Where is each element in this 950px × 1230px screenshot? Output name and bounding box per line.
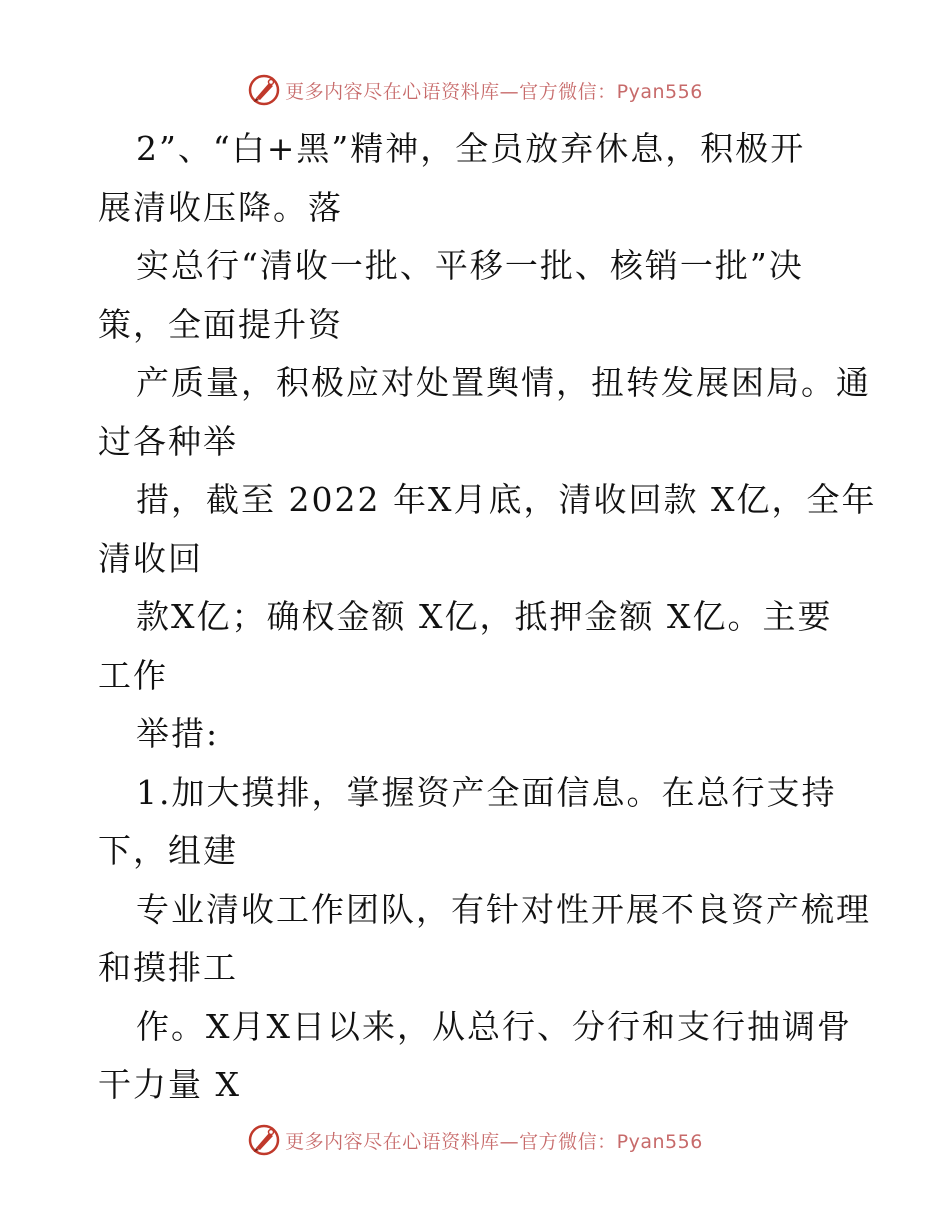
text-line: 干力量 X [98,1065,241,1104]
text-line: 作。X月X日以来，从总行、分行和支行抽调骨 [136,1006,852,1046]
text-line: 下，组建 [98,831,238,870]
text-line: 清收回 [98,538,203,578]
pen-logo-icon [247,73,281,107]
header-watermark-text: 更多内容尽在心语资料库—官方微信：Pyan556 [285,80,703,103]
text-line: 产质量，积极应对处置舆情，扭转发展困局。通 [136,363,871,402]
text-line: 举措: [136,714,220,753]
text-line: 专业清收工作团队，有针对性开展不良资产梳理 [136,889,871,929]
text-line: 1.加大摸排，掌握资产全面信息。在总行支持 [136,772,837,812]
document-body [98,120,898,1115]
text-line: 工作 [98,655,168,695]
text-line: 过各种举 [98,421,238,461]
text-line: 措，截至 2022 年X月底，清收回款 X亿，全年 [136,480,877,519]
text-line: 2”、“白+黑”精神，全员放弃休息，积极开 [136,129,806,168]
header-watermark [0,70,950,110]
footer-watermark-text: 更多内容尽在心语资料库—官方微信：Pyan556 [285,1130,703,1153]
footer-watermark [0,1120,950,1160]
text-line: 展清收压降。落 [98,187,343,227]
text-line: 和摸排工 [98,948,238,987]
text-line: 策，全面提升资 [98,304,343,344]
text-line: 款X亿；确权金额 X亿，抵押金额 X亿。主要 [136,597,833,636]
pen-logo-icon [247,1123,281,1157]
text-line: 实总行“清收一批、平移一批、核销一批”决 [136,246,804,285]
